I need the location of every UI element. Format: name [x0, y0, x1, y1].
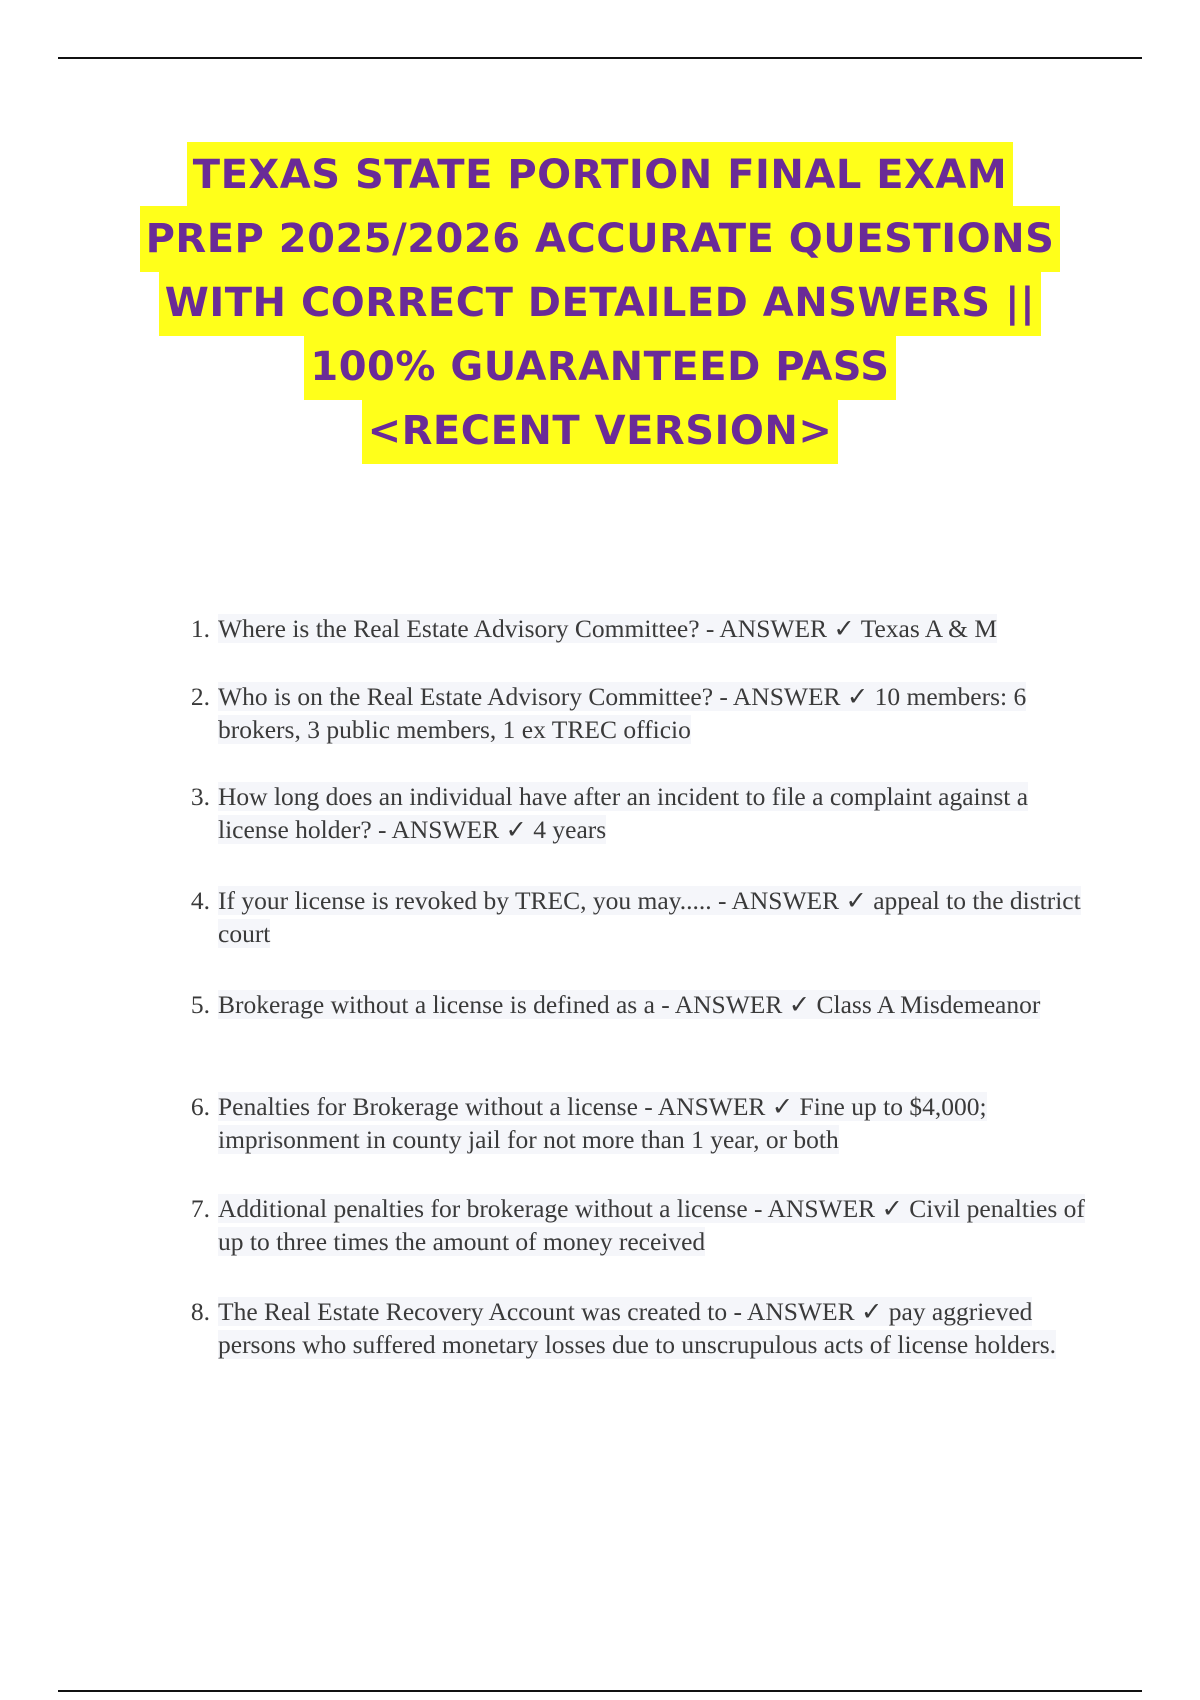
title-line: TEXAS STATE PORTION FINAL EXAM: [100, 142, 1100, 206]
question-answer-text: Who is on the Real Estate Advisory Committee? - ANSWER ✓ 10 members: 6 brokers, 3 public members, 1 ex TREC officio: [218, 682, 1027, 744]
item-number: 5.: [190, 990, 210, 1019]
title-line: PREP 2025/2026 ACCURATE QUESTIONS: [100, 206, 1100, 270]
document-title: [100, 142, 1100, 462]
top-rule: [58, 57, 1142, 59]
item-number: 4.: [190, 886, 210, 915]
list-item: [170, 612, 1100, 680]
question-answer-text: If your license is revoked by TREC, you may..... - ANSWER ✓ appeal to the district court: [218, 886, 1081, 948]
item-number: 8.: [190, 1297, 210, 1326]
question-answer-text: How long does an individual have after an incident to file a complaint against a license holder? - ANSWER ✓ 4 years: [218, 782, 1029, 844]
item-number: 6.: [190, 1092, 210, 1121]
list-item: [170, 1090, 1100, 1192]
question-answer-text: Penalties for Brokerage without a license - ANSWER ✓ Fine up to $4,000; imprisonment in county jail for not more than 1 year, or both: [218, 1092, 987, 1154]
title-line: <RECENT VERSION>: [100, 398, 1100, 462]
question-list: [170, 612, 1100, 1395]
list-item: [170, 884, 1100, 988]
list-item: [170, 780, 1100, 884]
list-item: [170, 680, 1100, 780]
item-number: 1.: [190, 614, 210, 643]
question-answer-text: Additional penalties for brokerage without a license - ANSWER ✓ Civil penalties of up to three times the amount of money received: [218, 1194, 1085, 1256]
item-number: 2.: [190, 682, 210, 711]
list-item: [170, 988, 1100, 1090]
item-number: 3.: [190, 782, 210, 811]
question-answer-text: Brokerage without a license is defined as a - ANSWER ✓ Class A Misdemeanor: [218, 990, 1041, 1019]
list-item: [170, 1192, 1100, 1295]
list-item: [170, 1295, 1100, 1395]
question-answer-text: The Real Estate Recovery Account was created to - ANSWER ✓ pay aggrieved persons who suffered monetary losses due to unscrupulous acts of license holders.: [218, 1297, 1057, 1359]
item-number: 7.: [190, 1194, 210, 1223]
title-line: 100% GUARANTEED PASS: [100, 334, 1100, 398]
question-answer-text: Where is the Real Estate Advisory Committee? - ANSWER ✓ Texas A & M: [218, 614, 998, 643]
bottom-rule: [58, 1690, 1142, 1692]
title-line: WITH CORRECT DETAILED ANSWERS ||: [100, 270, 1100, 334]
